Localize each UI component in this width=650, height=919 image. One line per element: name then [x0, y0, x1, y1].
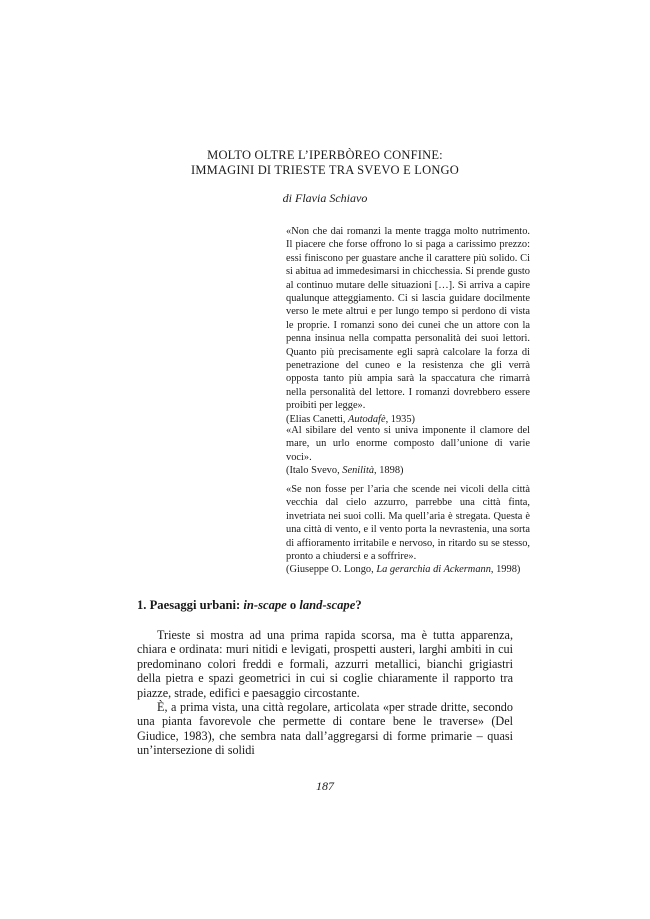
body-paragraph-2: È, a prima vista, una città regolare, articolata «per strade dritte, secondo una pianta favorevole che permette di contare bene le traverse» (Del Giudice, 1983), che sembra nata dall’aggregarsi di forme primarie – quasi un’intersezione di solidi — [137, 700, 513, 758]
epigraph-citation: (Elias Canetti, Autodafè, 1935) — [286, 413, 415, 425]
epigraph-citation: (Italo Svevo, Senilità, 1898) — [286, 465, 404, 477]
cited-work-title: La gerarchia di Ackermann — [376, 564, 491, 576]
body-text — [137, 628, 513, 758]
epigraph-canetti — [286, 225, 530, 426]
epigraph-longo — [286, 483, 530, 577]
page-number: 187 — [316, 779, 334, 793]
section-term-inscape: in-scape — [243, 598, 287, 612]
section-number: 1. — [137, 598, 147, 612]
section-term-landscape: land-scape — [299, 598, 356, 612]
title-line-1: MOLTO OLTRE L’IPERBÒREO CONFINE: — [207, 148, 443, 162]
title-line-2: IMMAGINI DI TRIESTE TRA SVEVO E LONGO — [190, 163, 460, 177]
cited-work-title: Senilità — [342, 465, 375, 477]
epigraph-quote: «Non che dai romanzi la mente tragga molto nutrimento. Il piacere che forse offrono lo si paga a carissimo prezzo: essi finiscono per guastare anche il carattere più solido. Ci si abitua ad immedesimarsi in chicchessia. Si prende gusto al continuo mutare delle situazioni […]. Si arriva a capire qualunque atteggiamento. Ci si lascia guidare docilmente verso le mete altrui e per lungo tempo si perdono di vista le proprie. I romanzi sono dei cunei che un attore con la penna insinua nella compatta personalità dei suoi lettori. Quanto più precisamente egli saprà calcolare la forza di penetrazione del cuneo e la resistenza che gli verrà opposta tanto più ampia sarà la spaccatura che rimarrà nella personalità del lettore. I romanzi dovrebbero essere proibiti per legge». — [286, 226, 530, 412]
section-heading: 1. Paesaggi urbani: in-scape o land-scape? — [137, 598, 362, 612]
epigraph-svevo — [286, 424, 530, 478]
epigraph-quote: «Al sibilare del vento si univa imponente il clamore del mare, un urlo enorme composto dall’unione di varie voci». — [286, 425, 530, 463]
body-paragraph-1: Trieste si mostra ad una prima rapida scorsa, ma è tutta apparenza, chiara e ordinata: muri nitidi e levigati, prospetti austeri, larghi ambiti in cui predominano colori freddi e formali, azzurri metallici, bianchi grigiastri della pietra e spazi geometrici in cui si coglie chiaramente il rapporto tra piazze, strade, edifici e paesaggio circostante. — [137, 628, 513, 700]
epigraph-quote: «Se non fosse per l’aria che scende nei vicoli della città vecchia dal cielo azzurro, parrebbe una città finta, invetriata nei suoi colli. Ma quell’aria è stregata. Questa è una città di vento, e il vento porta la nevrastenia, una sorta di affioramento irritabile e nervoso, in ritardo su se stesso, pronto a chiudersi e a soffrire». — [286, 484, 530, 563]
epigraph-citation: (Giuseppe O. Longo, La gerarchia di Ackermann, 1998) — [286, 564, 521, 576]
cited-work-title: Autodafè — [348, 413, 386, 425]
author-byline: di Flavia Schiavo — [282, 191, 368, 205]
article-title — [0, 148, 650, 178]
